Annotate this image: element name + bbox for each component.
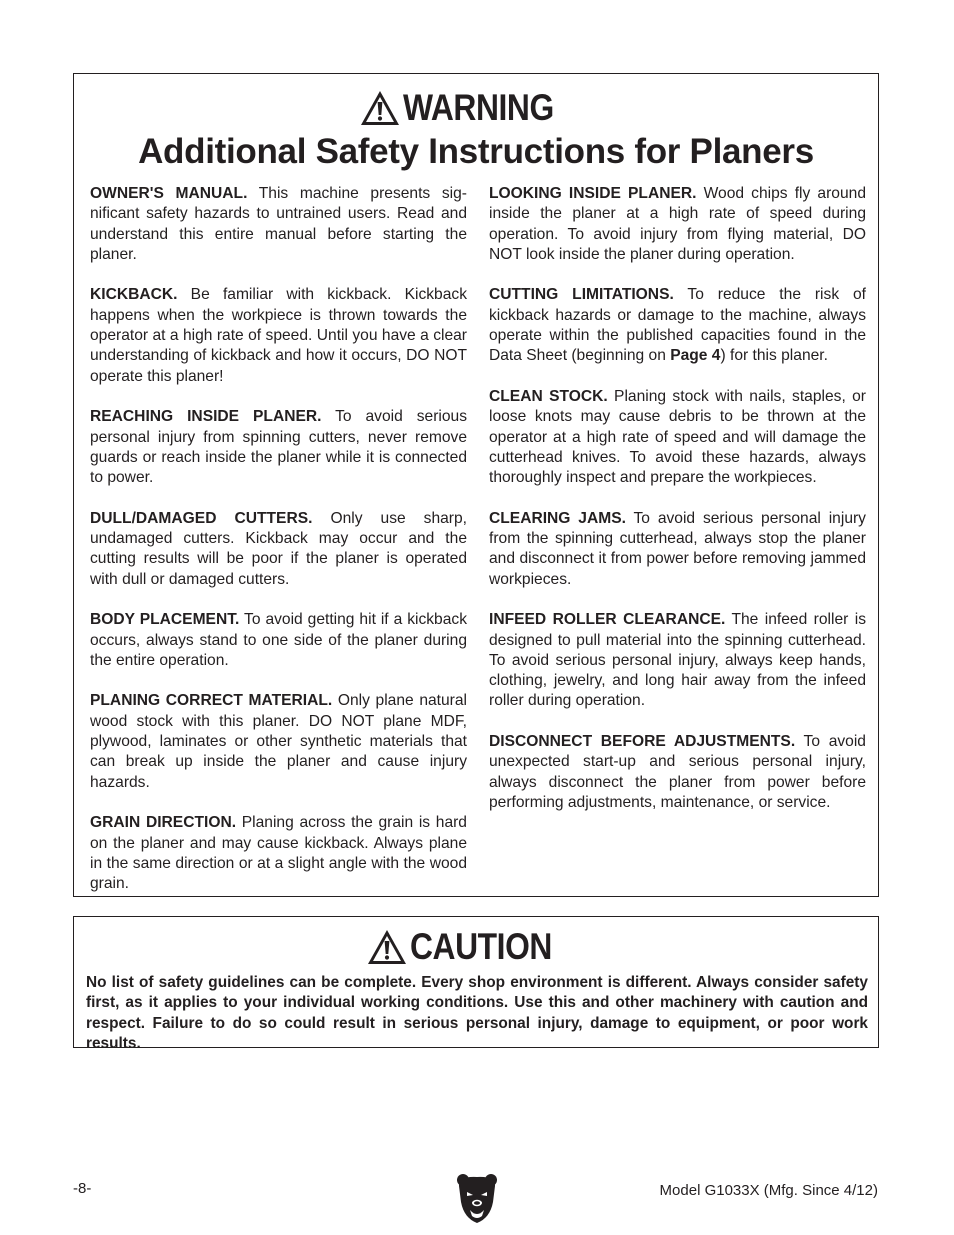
caution-text: No list of safety guidelines can be complete. Every shop environment is different. Always consider safety first, as it applies to your individual working conditions. Use this and other machinery with caution and respect. Failure to do so could result in serious personal injury, damage to equipment, or poor work results. xyxy=(86,974,868,1053)
instruction-heading: OWNER'S MANUAL. xyxy=(90,185,248,202)
instruction-text: The infeed roller is designed to pull material into the spinning cutterhead. To avoid serious personal injury, always keep hands, clothing, jewelry, and long hair away from the infeed roller during operation. xyxy=(489,611,866,710)
instruction-heading: KICKBACK. xyxy=(90,286,178,304)
instruction-body-placement xyxy=(90,610,467,671)
instruction-text: Planing across the grain is hard on the planer and may cause kickback. Always plane in the same direction or at a slight angle with the wood grain. xyxy=(90,814,467,893)
instruction-columns xyxy=(90,184,866,894)
instruction-heading: REACHING INSIDE PLANER. xyxy=(90,408,322,426)
instruction-text: Only plane natural wood stock with this planer. DO NOT plane MDF, plywood, laminates or other synthetic materials that can break up inside the planer and cause injury hazards. xyxy=(90,692,467,791)
instruction-heading: BODY PLACEMENT. xyxy=(90,611,240,629)
instruction-disconnect xyxy=(489,732,866,813)
warning-triangle-icon xyxy=(360,90,400,126)
instruction-text: This machine presents significant safety hazards to untrained users. Read and understand this entire manual before starting the planer. xyxy=(90,185,467,263)
caution-signal-word: CAUTION xyxy=(410,926,552,967)
instruction-dull-cutters xyxy=(90,509,467,590)
caution-header xyxy=(74,927,878,967)
caution-box xyxy=(73,916,879,1053)
instruction-text: To avoid getting hit if a kickback occurs, always stand to one side of the planer during the entire operation. xyxy=(90,611,467,669)
instruction-text: To avoid serious personal injury from the spinning cutterhead, always stop the planer and disconnect it from power before removing jammed workpieces. xyxy=(489,509,866,588)
page-title: Additional Safety Instructions for Planers xyxy=(138,132,814,171)
instruction-heading: INFEED ROLLER CLEARANCE. xyxy=(489,611,726,629)
instruction-text: Only use sharp, undamaged cutters. Kickback may occur and the cutting results will be poor if the planer is operated with dull or damaged cutters. xyxy=(90,509,467,588)
instruction-infeed-roller xyxy=(489,610,866,711)
bear-head-logo-icon xyxy=(456,1172,498,1224)
instruction-heading: DULL/DAMAGED CUTTERS. xyxy=(90,509,313,527)
warning-box xyxy=(73,73,879,897)
instruction-heading: PLANING CORRECT MATERIAL. xyxy=(90,692,333,710)
instruction-heading: CLEARING JAMS. xyxy=(489,509,626,527)
instruction-grain-direction xyxy=(90,813,467,894)
instruction-heading: CUTTING LIMITATIONS. xyxy=(489,286,674,304)
instruction-text: Wood chips fly around inside the planer at a high rate of speed during operation. To avoid injury from flying material, DO NOT look inside the planer during operation. xyxy=(489,185,866,263)
instruction-heading: GRAIN DIRECTION. xyxy=(90,814,237,832)
instruction-heading: CLEAN STOCK. xyxy=(489,387,608,405)
model-info: Model G1033X (Mfg. Since 4/12) xyxy=(659,1182,878,1199)
instruction-kickback xyxy=(90,285,467,386)
instruction-heading: LOOKING INSIDE PLANER. xyxy=(489,185,697,202)
instruction-correct-material xyxy=(90,691,467,792)
page-reference: Page 4 xyxy=(670,347,721,365)
instruction-looking-inside xyxy=(489,184,866,265)
page-number: -8- xyxy=(73,1180,92,1197)
instruction-reaching-inside xyxy=(90,407,467,488)
instruction-text-after: ) for this planer. xyxy=(720,347,828,365)
instruction-text: To reduce the risk of kickback hazards or damage to the machine, always operate within the published capacities found in the Data Sheet (beginning on xyxy=(489,286,866,365)
instruction-text: To avoid unexpected start-up and serious personal injury, always disconnect the planer from power before performing adjustments, maintenance, or service. xyxy=(489,733,866,811)
warning-header xyxy=(74,88,878,128)
instruction-owners-manual xyxy=(90,184,467,265)
instruction-cutting-limitations xyxy=(489,285,866,366)
warning-signal-word: WARNING xyxy=(402,87,554,128)
instruction-clean-stock xyxy=(489,387,866,488)
instruction-text: To avoid serious personal injury from spinning cutters, never remove guards or reach inside the planer while it is connected to power. xyxy=(90,408,467,487)
instruction-heading: DISCONNECT BEFORE ADJUSTMENTS. xyxy=(489,733,796,751)
instruction-clearing-jams xyxy=(489,509,866,590)
instruction-text: Be familiar with kickback. Kickback happens when the workpiece is thrown towards the operator at a high rate of speed. Until you have a clear understanding of kickback and how it occurs, DO NOT operate this planer! xyxy=(90,286,467,385)
left-column xyxy=(90,184,467,894)
instruction-text: Planing stock with nails, staples, or loose knots may cause debris to be thrown at the operator at a high rate of speed and will damage the cutterhead knives. To avoid these hazards, always thoroughly inspect and prepare the workpieces. xyxy=(489,387,867,487)
caution-triangle-icon xyxy=(367,929,407,965)
right-column xyxy=(489,184,866,894)
